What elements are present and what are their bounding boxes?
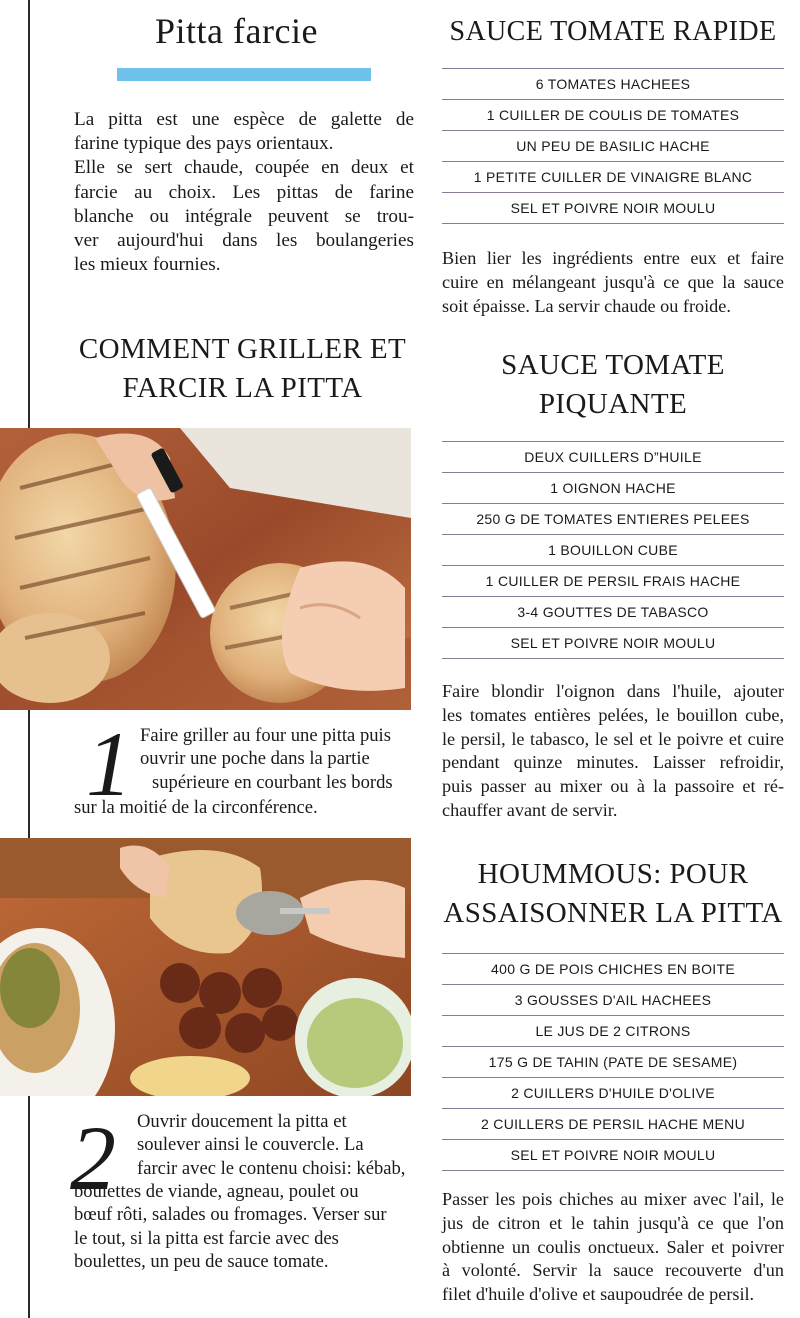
method-line: Bien lier les ingrédients entre eux et faire <box>442 248 784 268</box>
step2-line: farcir avec le contenu choisi: kébab, <box>137 1157 406 1179</box>
step2-line: bœuf rôti, salades ou fromages. Verser sur <box>74 1204 387 1226</box>
ingredient-row: 3 GOUSSES D'AIL HACHEES <box>442 984 784 1015</box>
intro-line: farine typique des pays orientaux. <box>74 133 334 155</box>
title-accent-bar <box>117 68 371 81</box>
step-number-1: 1 <box>86 713 132 815</box>
heading-line: SAUCE TOMATE <box>501 349 725 381</box>
method-line: pendant quinze minutes. Laisser refroidir, <box>442 752 784 773</box>
ingredient-row: 2 CUILLERS DE PERSIL HACHE MENU <box>442 1108 784 1139</box>
step2-line: Ouvrir doucement la pitta et <box>137 1111 347 1132</box>
step1-line: supérieure en courbant les bords <box>152 771 393 793</box>
ingredient-row: DEUX CUILLERS D”HUILE <box>442 441 784 472</box>
intro-line: ver aujourd'hui dans les boulangeries <box>74 230 414 252</box>
sauce2-method <box>442 680 784 823</box>
intro-line: La pitta est une espèce de galette de <box>74 109 414 130</box>
photo-grilling-pitta <box>0 428 411 710</box>
sauce3-ingredient-table <box>442 953 784 1171</box>
intro-line: farcie au choix. Les pittas de farine <box>74 181 414 203</box>
step1-line: ouvrir une poche dans la partie <box>140 748 370 770</box>
ingredient-row: SEL ET POIVRE NOIR MOULU <box>442 627 784 659</box>
method-line: les tomates entières pelées, le bouillon cube, <box>442 704 784 725</box>
intro-paragraph <box>74 108 414 277</box>
page-title: Pitta farcie <box>155 11 318 51</box>
sauce2-heading <box>442 346 784 424</box>
intro-line: Elle se sert chaude, coupée en deux et <box>74 157 414 179</box>
method-line: jus de citron et le tahin jusqu'à ce que l'on <box>442 1212 784 1233</box>
intro-line: blanche ou intégrale peuvent se trou- <box>74 205 414 227</box>
method-line: à volonté. Servir la sauce recouverte d'un <box>442 1260 784 1281</box>
ingredient-row: 1 BOUILLON CUBE <box>442 534 784 565</box>
step2-text-top <box>137 1110 417 1180</box>
heading-line: FARCIR LA PITTA <box>122 372 363 404</box>
sauce1-ingredient-table <box>442 68 784 224</box>
method-line: soit épaisse. La servir chaude ou froide. <box>442 296 731 316</box>
sauce3-heading <box>442 855 784 933</box>
step2-line: le tout, si la pitta est farcie avec des <box>74 1227 339 1249</box>
ingredient-row: 1 CUILLER DE COULIS DE TOMATES <box>442 99 784 130</box>
step2-line: soulever ainsi le couvercle. La <box>137 1134 364 1156</box>
heading-line: ASSAISONNER LA PITTA <box>443 897 783 929</box>
ingredient-row: SEL ET POIVRE NOIR MOULU <box>442 192 784 224</box>
step2-text-bottom <box>74 1180 419 1274</box>
method-line: filet d'huile d'olive et saupoudrée de persil. <box>442 1284 755 1305</box>
step-number-2: 2 <box>70 1107 116 1209</box>
ingredient-row: 3-4 GOUTTES DE TABASCO <box>442 596 784 627</box>
sauce3-method <box>442 1188 784 1307</box>
method-line: Faire blondir l'oignon dans l'huile, ajouter <box>442 681 784 701</box>
step2-line: boulettes de viande, agneau, poulet ou <box>74 1181 359 1202</box>
photo-filling-pitta <box>0 838 411 1096</box>
method-line: Passer les pois chiches au mixer avec l'ail, le <box>442 1189 784 1209</box>
method-line: obtienne un coulis onctueux. Saler et poivrer <box>442 1236 784 1257</box>
heading-line: HOUMMOUS: POUR <box>477 858 749 890</box>
ingredient-row: 2 CUILLERS D'HUILE D'OLIVE <box>442 1077 784 1108</box>
step1-text-top <box>140 724 410 794</box>
step1-text-bottom: sur la moitié de la circonférence. <box>74 797 318 818</box>
heading-line: COMMENT GRILLER ET <box>78 333 407 365</box>
sauce1-heading: SAUCE TOMATE RAPIDE <box>449 16 777 47</box>
ingredient-row: 175 G DE TAHIN (PATE DE SESAME) <box>442 1046 784 1077</box>
step2-line: boulettes, un peu de sauce tomate. <box>74 1251 329 1273</box>
ingredient-row: 6 TOMATES HACHEES <box>442 68 784 99</box>
method-line: puis passer au mixer ou à la passoire et ré- <box>442 776 784 797</box>
intro-line: les mieux fournies. <box>74 254 221 276</box>
sauce2-ingredient-table <box>442 441 784 659</box>
method-line: chauffer avant de servir. <box>442 799 618 820</box>
ingredient-row: LE JUS DE 2 CITRONS <box>442 1015 784 1046</box>
ingredient-row: SEL ET POIVRE NOIR MOULU <box>442 1139 784 1171</box>
ingredient-row: 1 PETITE CUILLER DE VINAIGRE BLANC <box>442 161 784 192</box>
heading-line: PIQUANTE <box>538 388 688 420</box>
method-line: cuire en mélangeant jusqu'à ce que la sauce <box>442 272 784 292</box>
sauce1-method <box>442 246 784 318</box>
method-line: le persil, le tabasco, le sel et le poivre et cuire <box>442 728 784 749</box>
ingredient-row: 250 G DE TOMATES ENTIERES PELEES <box>442 503 784 534</box>
ingredient-row: 1 OIGNON HACHE <box>442 472 784 503</box>
section-heading-griller <box>70 330 415 408</box>
ingredient-row: UN PEU DE BASILIC HACHE <box>442 130 784 161</box>
ingredient-row: 400 G DE POIS CHICHES EN BOITE <box>442 953 784 984</box>
step1-line: Faire griller au four une pitta puis <box>140 725 391 746</box>
ingredient-row: 1 CUILLER DE PERSIL FRAIS HACHE <box>442 565 784 596</box>
